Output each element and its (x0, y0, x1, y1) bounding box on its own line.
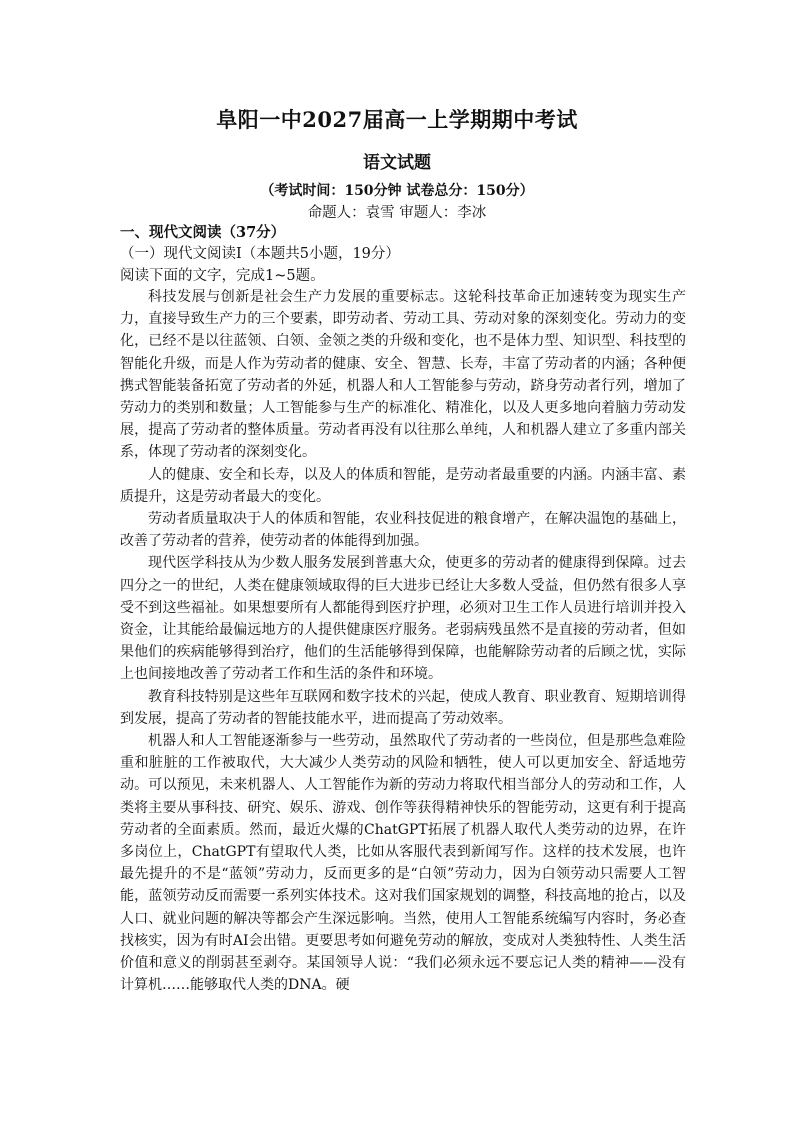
passage-paragraph: 人的健康、安全和长寿，以及人的体质和智能，是劳动者最重要的内涵。内涵丰富、素质提升，这是劳动者最大的变化。 (120, 466, 686, 505)
exam-authors: 命题人：袁雪 审题人：李冰 (307, 205, 487, 221)
passage-paragraph: 现代医学科技从为少数人服务发展到普惠大众，使更多的劳动者的健康得到保障。过去四分之一的世纪，人类在健康领域取得的巨大进步已经让大多数人受益，但仍然有很多人享受不到这些福祉。如果想要所有人都能得到医疗护理，必须对卫生工作人员进行培训并投入资金，让其能给最偏远地方的人提供健康医疗服务。老弱病残虽然不是直接的劳动者，但如果他们的疾病能够得到治疗，他们的生活能够得到保障，也能解除劳动者的后顾之忧，实际上也间接地改善了劳动者工作和生活的条件和环境。 (120, 555, 686, 683)
exam-info: （考试时间：150分钟 试卷总分：150分） (260, 183, 534, 199)
passage-body (120, 286, 686, 997)
exam-subject: 语文试题 (363, 153, 431, 173)
passage-paragraph: 科技发展与创新是社会生产力发展的重要标志。这轮科技革命正加速转变为现实生产力，直接导致生产力的三个要素，即劳动者、劳动工具、劳动对象的深刻变化。劳动力的变化，已经不是以往蓝领、白领、金领之类的升级和变化，也不是体力型、知识型、科技型的智能化升级，而是人作为劳动者的健康、安全、智慧、长寿，丰富了劳动者的内涵；各种便携式智能装备拓宽了劳动者的外延，机器人和人工智能参与劳动，跻身劳动者行列，增加了劳动力的类别和数量；人工智能参与生产的标准化、精准化，以及人更多地向着脑力劳动发展，提高了劳动者的整体质量。劳动者再没有以往那么单纯，人和机器人建立了多重内部关系，体现了劳动者的深刻变化。 (120, 289, 686, 461)
reading-instruction: 阅读下面的文字，完成1~5题。 (120, 268, 325, 284)
passage-paragraph: 教育科技特别是这些年互联网和数字技术的兴起，使成人教育、职业教育、短期培训得到发展，提高了劳动者的智能技能水平，进而提高了劳动效率。 (120, 688, 686, 727)
passage-paragraph: 劳动者质量取决于人的体质和智能，农业科技促进的粮食增产，在解决温饱的基础上，改善了劳动者的营养，使劳动者的体能得到加强。 (120, 511, 686, 550)
section-heading: 一、现代文阅读（37分） (120, 224, 286, 241)
subsection-heading: （一）现代文阅读Ⅰ（本题共5小题，19分） (120, 246, 400, 262)
passage-paragraph: 机器人和人工智能逐渐参与一些劳动，虽然取代了劳动者的一些岗位，但是那些急难险重和脏脏的工作被取代，大大减少人类劳动的风险和牺牲，使人可以更加安全、舒适地劳动。可以预见，未来机器人、人工智能作为新的劳动力将取代相当部分人的劳动和工作，人类将主要从事科技、研究、娱乐、游戏、创作等获得精神快乐的智能劳动，这更有利于提高劳动者的全面素质。然而，最近火爆的ChatGPT拓展了机器人取代人类劳动的边界，在许多岗位上，ChatGPT有望取代人类，比如从客服代表到新闻写作。这样的技术发展，也许最先提升的不是“蓝领”劳动力，反而更多的是“白领”劳动力，因为白领劳动只需要人工智能，蓝领劳动反而需要一系列实体技术。这对我们国家规划的调整，科技高地的抢占，以及人口、就业问题的解决等都会产生深远影响。当然，使用人工智能系统编写内容时，务必查找核实，因为有时AI会出错。更要思考如何避免劳动的解放，变成对人类独特性、人类生活价值和意义的削弱甚至剥夺。某国领导人说：“我们必须永远不要忘记人类的精神——没有计算机……能够取代人类的DNA。硬 (120, 733, 686, 994)
exam-title: 阜阳一中2027届高一上学期期中考试 (216, 107, 578, 132)
